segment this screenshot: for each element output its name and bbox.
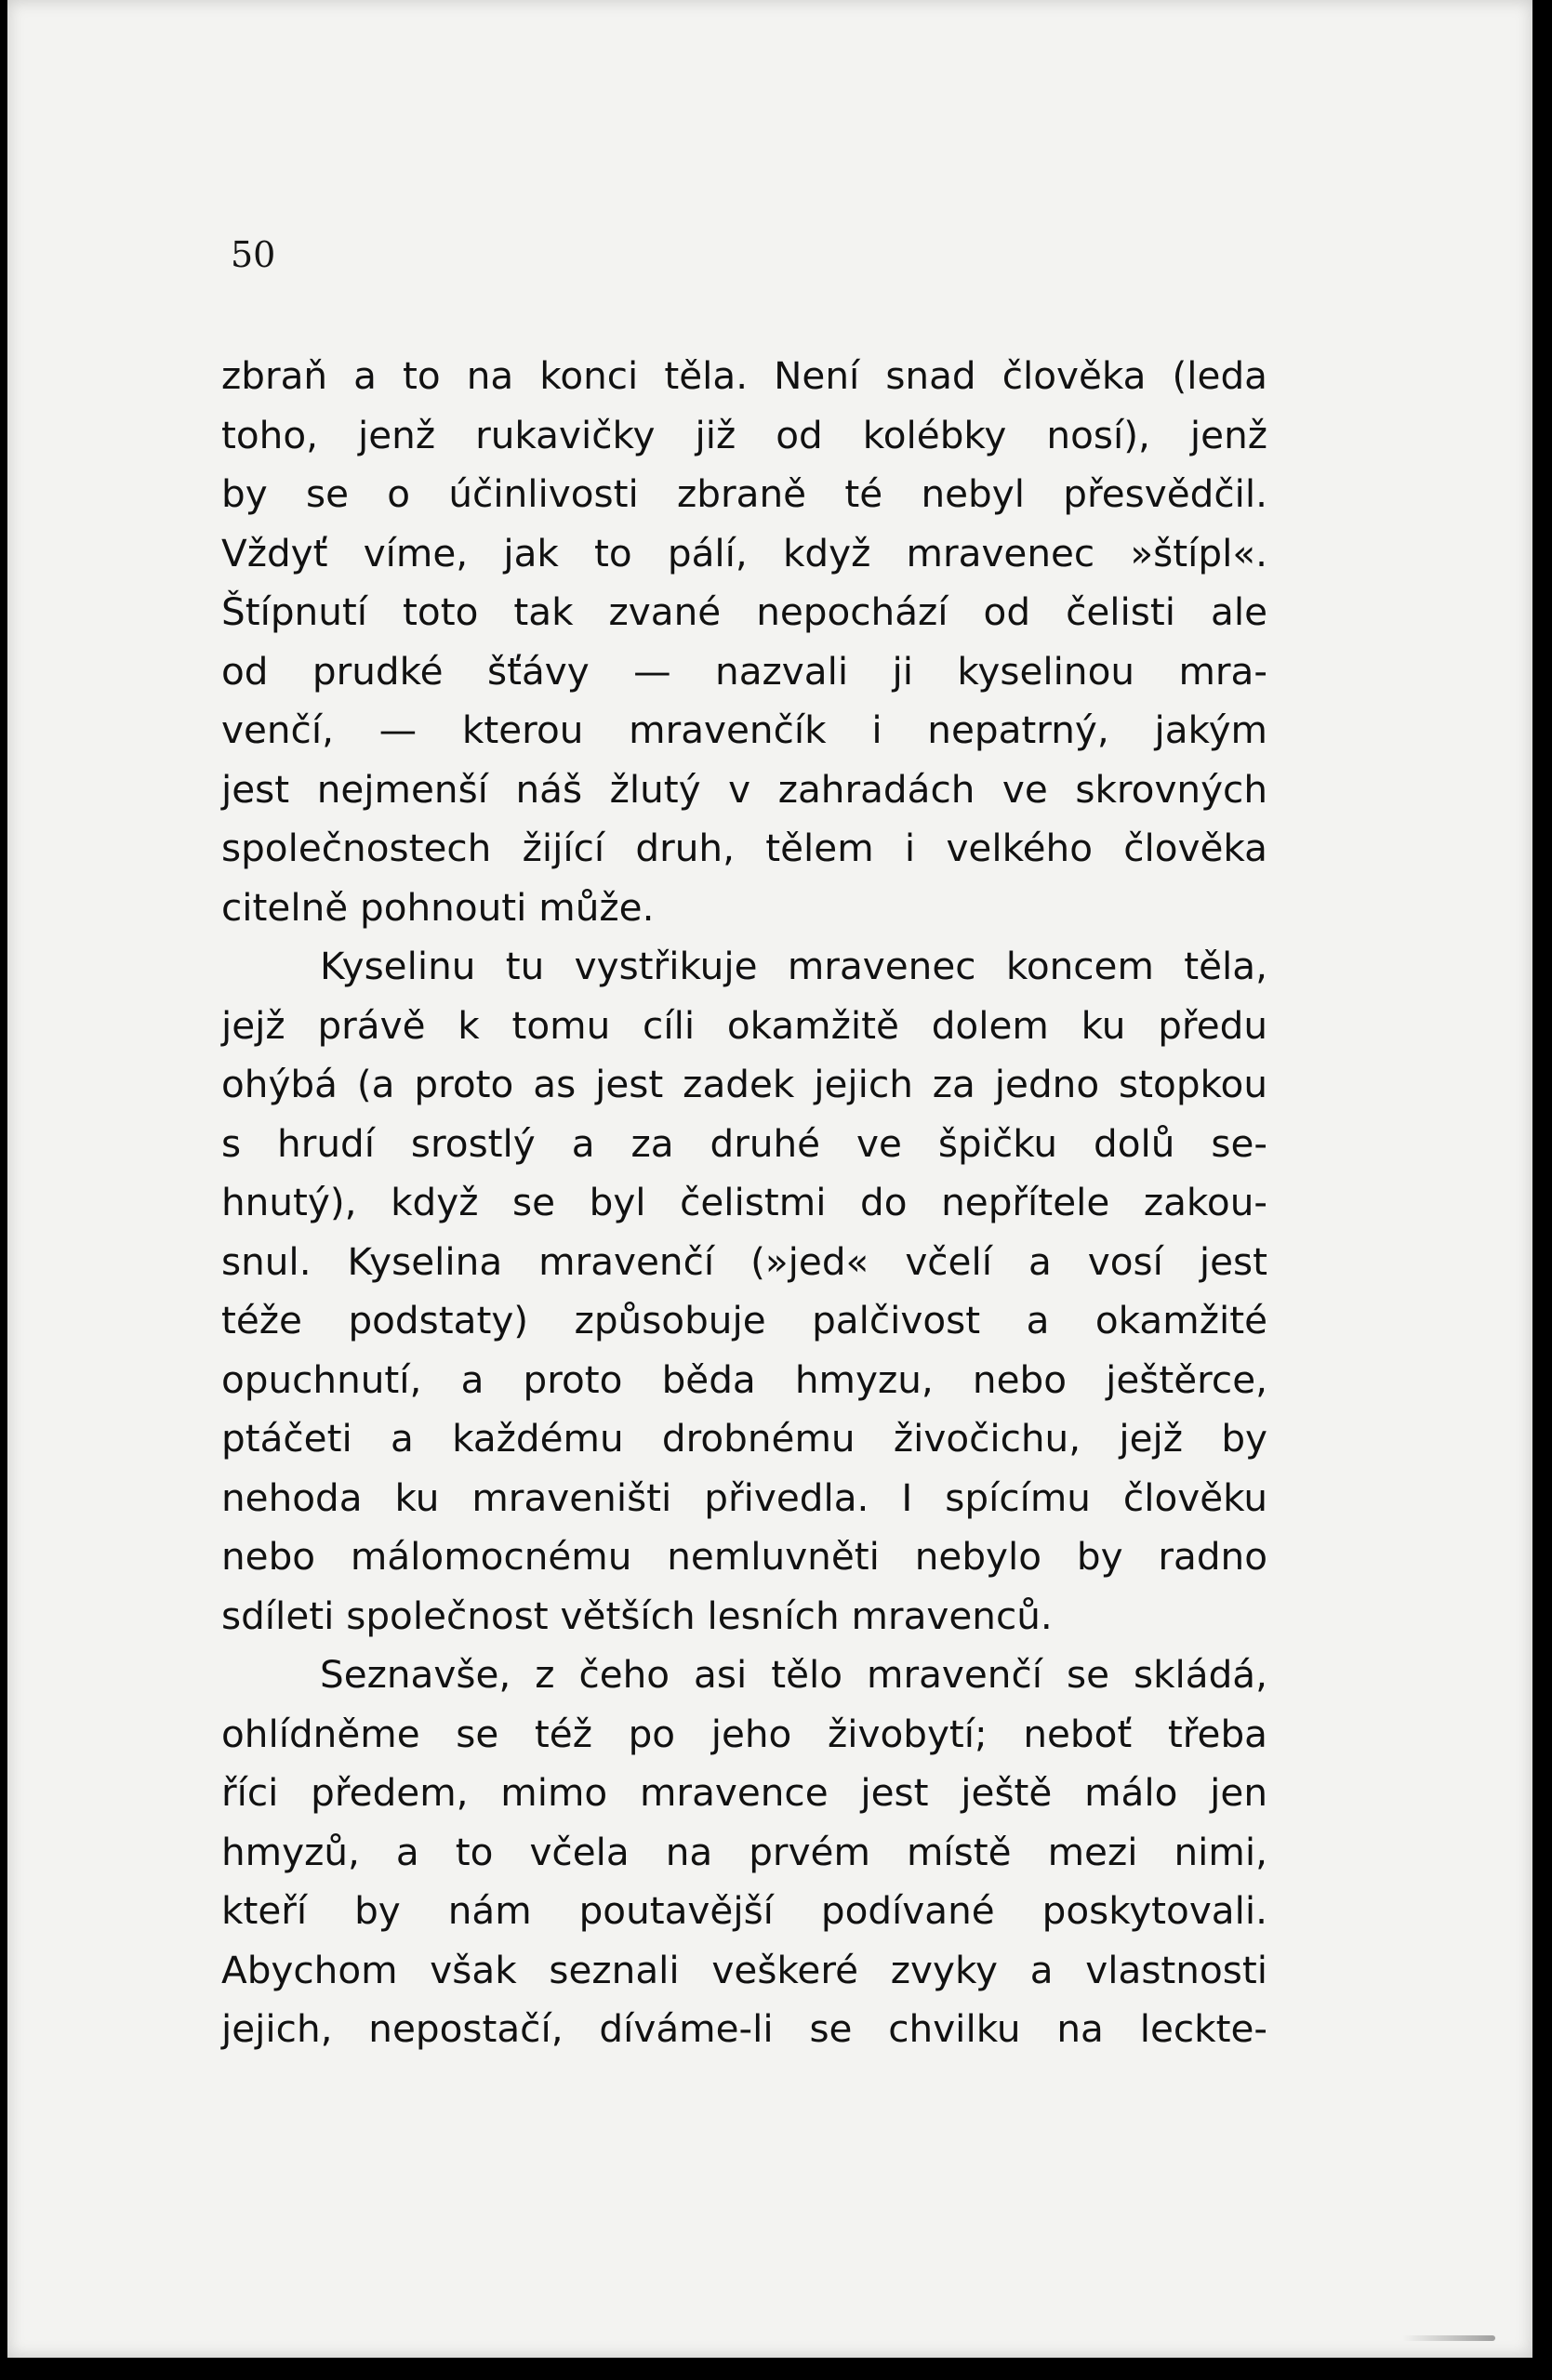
text-line: ptáčeti a každému drobnému živočichu, jejž by [221, 1416, 1267, 1461]
text-line: od prudké šťávy — nazvali ji kyselinou mra- [221, 648, 1267, 694]
text-line: hnutý), když se byl čelistmi do nepřítele zakou- [221, 1180, 1267, 1224]
text-line: jejž právě k tomu cíli okamžitě dolem ku předu [221, 1002, 1267, 1048]
text-line: kteří by nám poutavější podívané poskytovali. [221, 1888, 1267, 1933]
paragraph-last-line: sdíleti společnost větších lesních mravenců. [221, 1593, 1053, 1638]
body-text [221, 347, 1267, 2059]
page-number: 50 [231, 234, 276, 275]
text-line: nebo málomocnému nemluvněti nebylo by radno [221, 1534, 1267, 1579]
scan-edge-mark [1402, 2335, 1495, 2341]
text-line: jejich, nepostačí, díváme-li se chvilku na leckte- [221, 2006, 1267, 2051]
text-line: ohýbá (a proto as jest zadek jejich za jedno stopkou [221, 1062, 1267, 1106]
text-line: s hrudí srostlý a za druhé ve špičku dolů se- [221, 1120, 1267, 1166]
text-line: nehoda ku mraveništi přivedla. I spícímu člověku [221, 1474, 1267, 1520]
text-line: téže podstaty) způsobuje palčivost a okamžité [221, 1298, 1267, 1342]
text-line: toho, jenž rukavičky již od kolébky nosí), jenž [221, 412, 1267, 457]
paragraph-last-line: citelně pohnouti může. [221, 884, 655, 930]
text-line: ohlídněme se též po jeho živobytí; neboť třeba [221, 1711, 1267, 1756]
text-line: Vždyť víme, jak to pálí, když mravenec »štípl«. [221, 530, 1267, 575]
text-line: Abychom však seznali veškeré zvyky a vlastnosti [221, 1947, 1267, 1992]
paragraph-first-line: Seznavše, z čeho asi tělo mravenčí se skládá, [320, 1652, 1267, 1697]
text-line: by se o účinlivosti zbraně té nebyl přesvědčil. [221, 471, 1267, 516]
text-line: opuchnutí, a proto běda hmyzu, nebo ještěrce, [221, 1356, 1267, 1402]
text-line: zbraň a to na konci těla. Není snad člověka (leda [221, 353, 1267, 398]
text-line: Štípnutí toto tak zvané nepochází od čelisti ale [221, 589, 1267, 634]
text-line: říci předem, mimo mravence jest ještě málo jen [221, 1770, 1267, 1815]
text-line: hmyzů, a to včela na prvém místě mezi nimi, [221, 1829, 1267, 1874]
paragraph-first-line: Kyselinu tu vystřikuje mravenec koncem těla, [320, 944, 1267, 988]
text-line: venčí, — kterou mravenčík i nepatrný, jakým [221, 707, 1267, 752]
book-page [7, 0, 1532, 2358]
text-line: jest nejmenší náš žlutý v zahradách ve skrovných [221, 766, 1267, 812]
text-line: snul. Kyselina mravenčí (»jed« včelí a vosí jest [221, 1238, 1267, 1284]
text-line: společnostech žijící druh, tělem i velkého člověka [221, 826, 1267, 870]
